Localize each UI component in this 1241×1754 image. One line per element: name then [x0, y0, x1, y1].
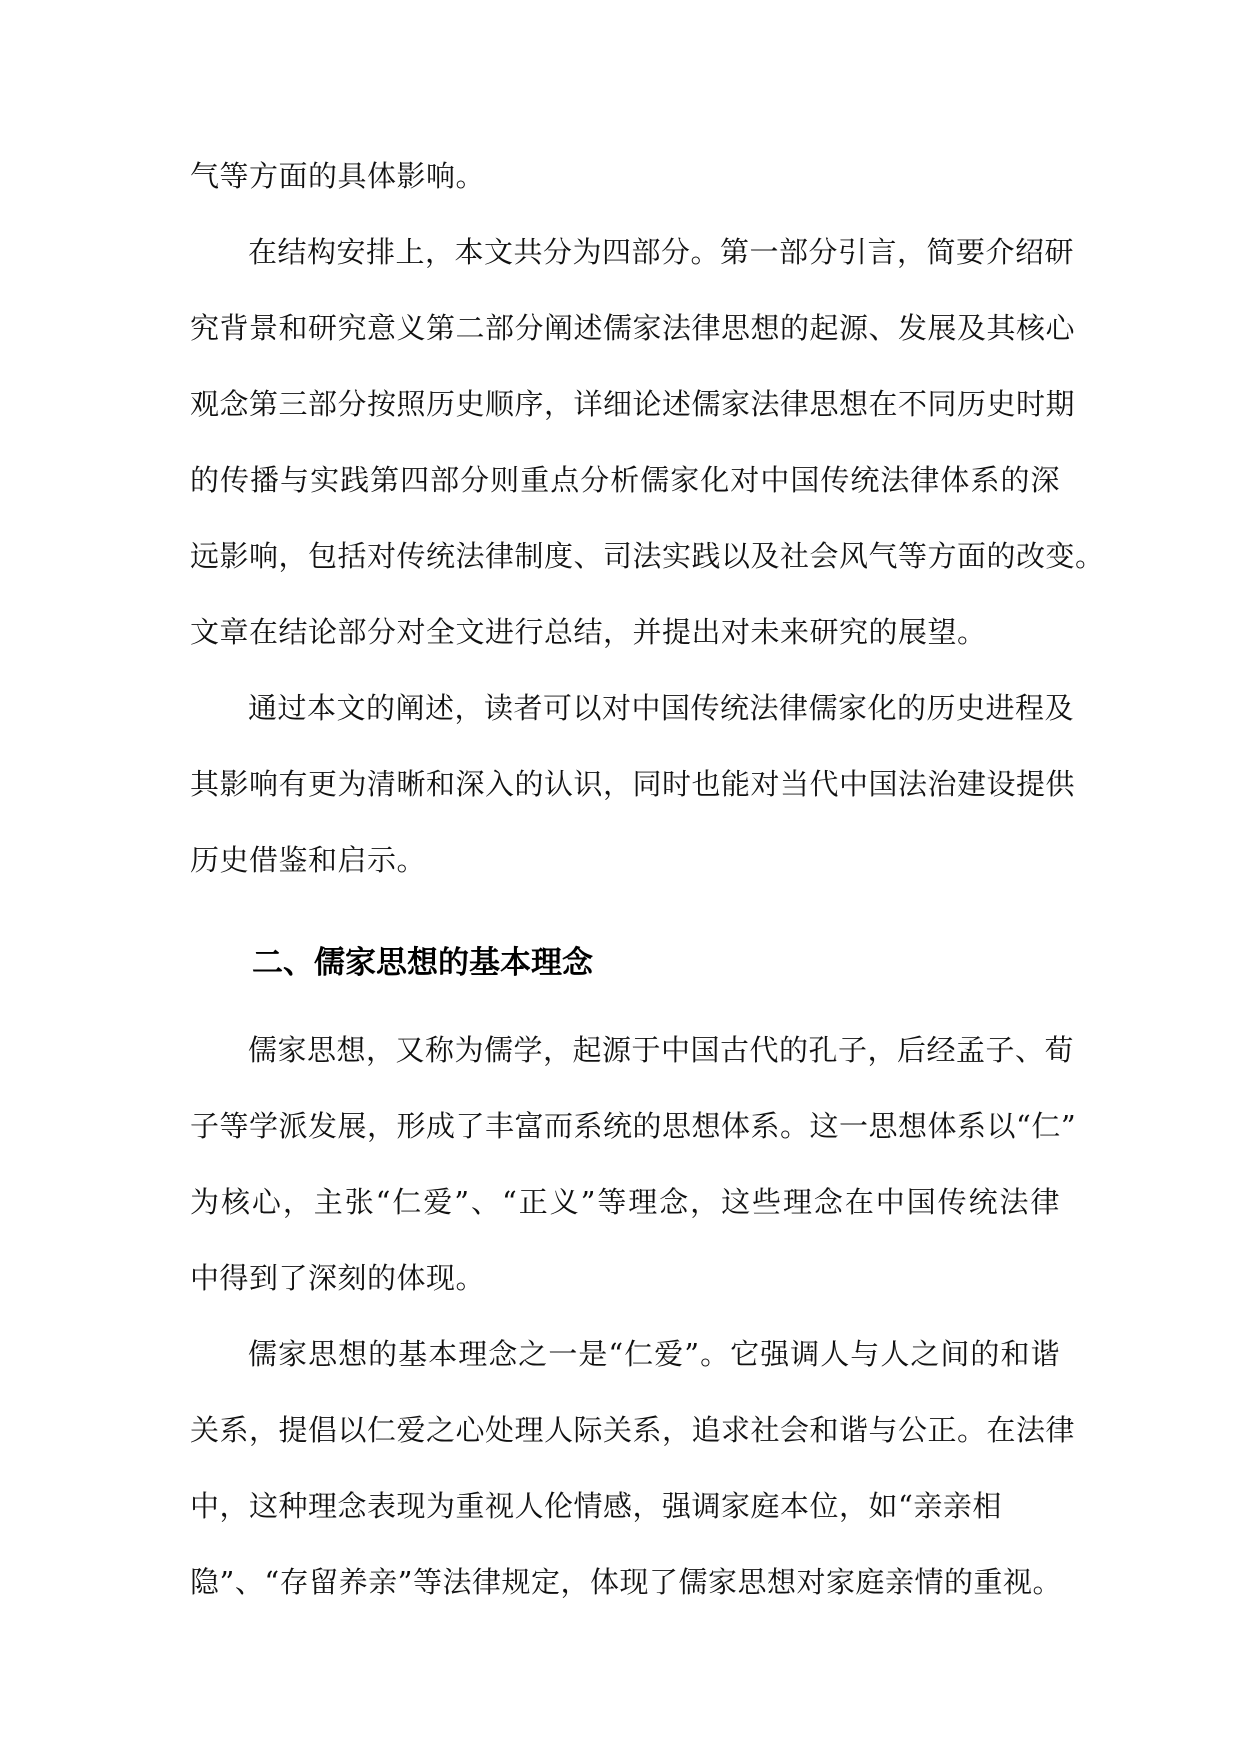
text-line: 文章在结论部分对全文进行总结，并提出对未来研究的展望。: [190, 615, 987, 649]
text-line: 儒家思想的基本理念之一是“仁爱”。它强调人与人之间的和谐: [248, 1337, 1060, 1371]
text-line: 中得到了深刻的体现。: [190, 1261, 486, 1295]
text-line: 子等学派发展，形成了丰富而系统的思想体系。这一思想体系以“仁”: [190, 1109, 1077, 1143]
text-line: 远影响，包括对传统法律制度、司法实践以及社会风气等方面的改变。: [190, 539, 1105, 573]
text-line: 中，这种理念表现为重视人伦情感，强调家庭本位，如“亲亲相: [190, 1489, 1002, 1523]
text-line: 气等方面的具体影响。: [190, 159, 486, 193]
text-line: 其影响有更为清晰和深入的认识，同时也能对当代中国法治建设提供: [190, 767, 1076, 801]
text-line: 关系，提倡以仁爱之心处理人际关系，追求社会和谐与公正。在法律: [190, 1413, 1076, 1447]
text-line: 历史借鉴和启示。: [190, 843, 427, 877]
text-line: 的传播与实践第四部分则重点分析儒家化对中国传统法律体系的深: [190, 463, 1060, 497]
text-line: 为核心，主张“仁爱”、“正义”等理念，这些理念在中国传统法律: [190, 1185, 1060, 1219]
text-line: 观念第三部分按照历史顺序，详细论述儒家法律思想在不同历史时期: [190, 387, 1076, 421]
text-line: 究背景和研究意义第二部分阐述儒家法律思想的起源、发展及其核心: [190, 311, 1076, 345]
text-line: 隐”、“存留养亲”等法律规定，体现了儒家思想对家庭亲情的重视。: [190, 1565, 1062, 1599]
section-heading: 二、儒家思想的基本理念: [252, 945, 593, 981]
text-line: 在结构安排上，本文共分为四部分。第一部分引言，简要介绍研: [248, 235, 1075, 269]
text-line: 通过本文的阐述，读者可以对中国传统法律儒家化的历史进程及: [248, 691, 1075, 725]
text-line: 儒家思想，又称为儒学，起源于中国古代的孔子，后经孟子、荀: [248, 1033, 1075, 1067]
